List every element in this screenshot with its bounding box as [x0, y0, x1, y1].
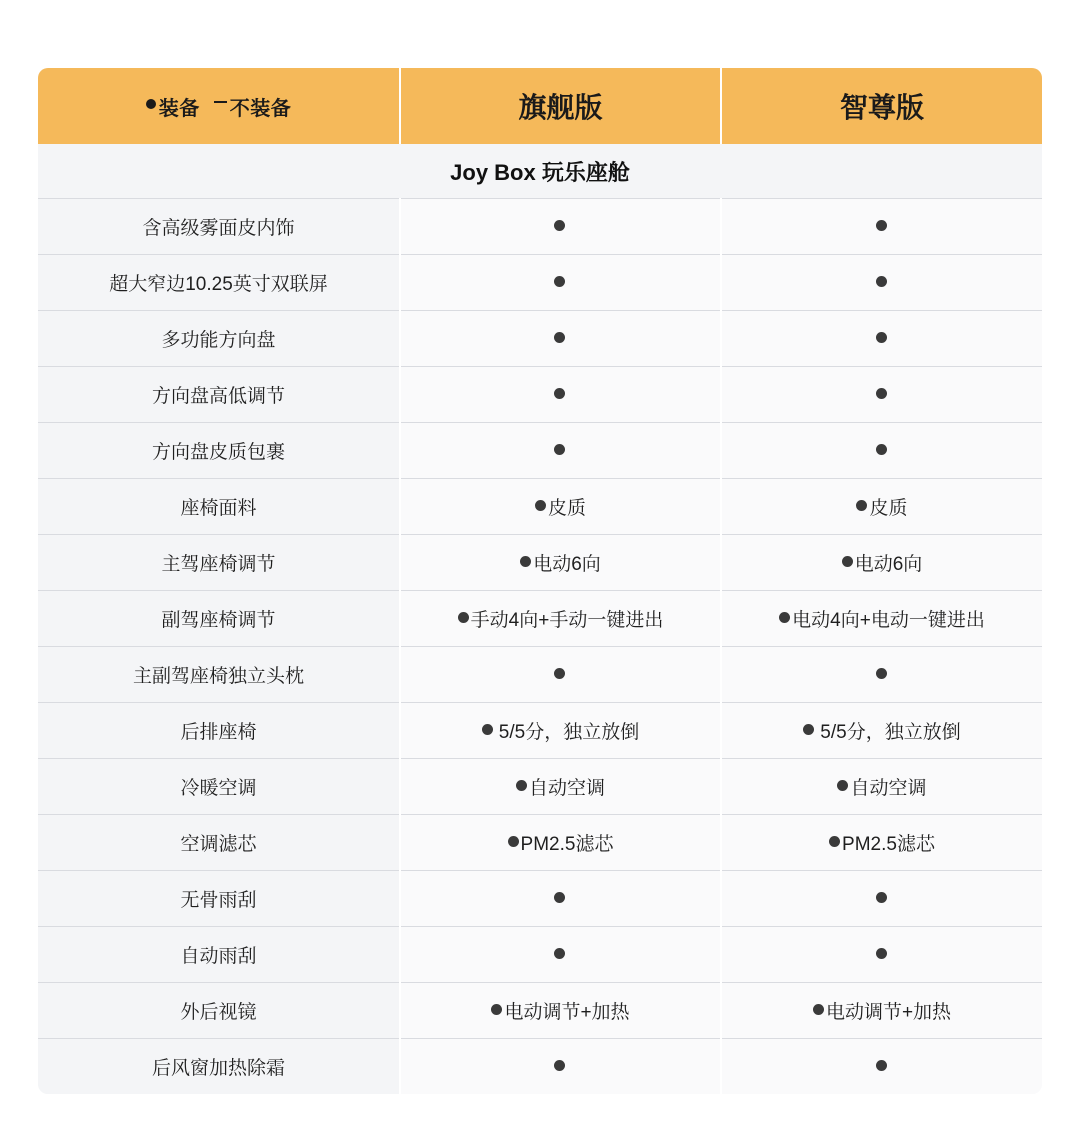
table-header-row: [38, 68, 1042, 144]
legend-equipped-label: 装备: [158, 97, 200, 120]
value-premium: [721, 535, 1042, 591]
equipped-dot-icon: [554, 892, 565, 903]
feature-label: 空调滤芯: [38, 815, 400, 871]
feature-label: 多功能方向盘: [38, 311, 400, 367]
value-premium: [721, 759, 1042, 815]
legend-cell: [38, 68, 400, 144]
equipped-dot-icon: [535, 500, 546, 511]
legend-not-equipped-label: 不装备: [229, 97, 292, 120]
value-flagship: [400, 479, 721, 535]
equipped-dot-icon: [876, 892, 887, 903]
value-text: 皮质: [869, 498, 908, 519]
equipped-dot-icon: [491, 1004, 502, 1015]
feature-label: 无骨雨刮: [38, 871, 400, 927]
value-text: 自动空调: [850, 778, 927, 799]
table-row: [38, 423, 1042, 479]
equipped-dot-icon: [813, 1004, 824, 1015]
table-row: [38, 479, 1042, 535]
table-row: [38, 1039, 1042, 1095]
value-premium: [721, 591, 1042, 647]
equipped-dot-icon: [554, 1060, 565, 1071]
spec-table: [38, 68, 1042, 1094]
equipped-dot-icon: [876, 668, 887, 679]
feature-label: 冷暖空调: [38, 759, 400, 815]
value-premium: [721, 367, 1042, 423]
value-text: 电动调节+加热: [504, 1002, 630, 1023]
value-text: 电动调节+加热: [825, 1002, 952, 1023]
table-row: [38, 591, 1042, 647]
value-premium: [721, 703, 1042, 759]
value-flagship: [400, 311, 721, 367]
value-flagship: [400, 703, 721, 759]
value-flagship: [400, 927, 721, 983]
equipped-dot-icon: [837, 780, 848, 791]
table-row: [38, 703, 1042, 759]
table-row: [38, 535, 1042, 591]
table-row: [38, 871, 1042, 927]
feature-label: 方向盘高低调节: [38, 367, 400, 423]
value-text: PM2.5滤芯: [520, 834, 614, 855]
value-flagship: [400, 535, 721, 591]
value-premium: [721, 647, 1042, 703]
value-text: 皮质: [547, 498, 586, 519]
value-premium: [721, 1039, 1042, 1095]
section-title: Joy Box 玩乐座舱: [38, 144, 1042, 199]
value-flagship: [400, 983, 721, 1039]
value-flagship: [400, 367, 721, 423]
value-flagship: [400, 199, 721, 255]
equipped-dot-icon: [508, 836, 519, 847]
value-text: 手动4向+手动一键进出: [470, 610, 664, 631]
equipped-dot-icon: [554, 948, 565, 959]
value-premium: [721, 815, 1042, 871]
feature-label: 自动雨刮: [38, 927, 400, 983]
value-text: 自动空调: [528, 778, 605, 799]
feature-label: 主副驾座椅独立头枕: [38, 647, 400, 703]
table-row: [38, 983, 1042, 1039]
table-row: [38, 927, 1042, 983]
value-text: 5/5分，独立放倒: [820, 722, 961, 743]
equipped-dot-icon: [554, 220, 565, 231]
spec-table-body: [38, 68, 1042, 1094]
table-row: [38, 255, 1042, 311]
value-text: 电动6向: [533, 554, 601, 575]
value-text: 电动6向: [854, 554, 923, 575]
value-premium: [721, 479, 1042, 535]
feature-label: 主驾座椅调节: [38, 535, 400, 591]
equipped-dot-icon: [876, 220, 887, 231]
value-flagship: [400, 647, 721, 703]
column-header-flagship: 旗舰版: [400, 68, 721, 144]
equipped-dot-icon: [876, 444, 887, 455]
equipped-dot-icon: [516, 780, 527, 791]
value-text: PM2.5滤芯: [842, 834, 935, 855]
value-premium: [721, 423, 1042, 479]
feature-label: 后排座椅: [38, 703, 400, 759]
feature-label: 副驾座椅调节: [38, 591, 400, 647]
value-premium: [721, 199, 1042, 255]
equipped-dot-icon: [856, 500, 867, 511]
value-premium: [721, 311, 1042, 367]
value-premium: [721, 983, 1042, 1039]
value-flagship: [400, 591, 721, 647]
value-text: 电动4向+电动一键进出: [792, 610, 985, 631]
feature-label: 后风窗加热除霜: [38, 1039, 400, 1095]
feature-label: 超大窄边10.25英寸双联屏: [38, 255, 400, 311]
equipped-dot-icon: [520, 556, 531, 567]
equipped-dot-icon: [876, 388, 887, 399]
value-premium: [721, 871, 1042, 927]
feature-label: 含高级雾面皮内饰: [38, 199, 400, 255]
equipped-dot-icon: [554, 388, 565, 399]
column-header-premium: 智尊版: [721, 68, 1042, 144]
equipped-dot-icon: [482, 724, 493, 735]
table-row: [38, 759, 1042, 815]
equipped-dot-icon: [554, 276, 565, 287]
value-premium: [721, 255, 1042, 311]
value-flagship: [400, 423, 721, 479]
equipped-dot-icon: [842, 556, 853, 567]
equipped-dot-icon: [829, 836, 840, 847]
value-flagship: [400, 759, 721, 815]
feature-label: 外后视镜: [38, 983, 400, 1039]
equipped-dot-icon: [779, 612, 790, 623]
equipped-dot-icon: [876, 276, 887, 287]
value-flagship: [400, 871, 721, 927]
value-flagship: [400, 815, 721, 871]
value-flagship: [400, 1039, 721, 1095]
value-text: 5/5分，独立放倒: [498, 722, 640, 743]
table-row: [38, 311, 1042, 367]
not-equipped-dash-icon: [214, 101, 227, 103]
table-row: [38, 199, 1042, 255]
equipped-dot-icon: [876, 948, 887, 959]
section-title-row: [38, 144, 1042, 199]
value-flagship: [400, 255, 721, 311]
equipped-dot-icon: [146, 99, 156, 109]
table-row: [38, 367, 1042, 423]
feature-label: 方向盘皮质包裹: [38, 423, 400, 479]
table-row: [38, 815, 1042, 871]
spec-table-container: [38, 68, 1042, 1094]
equipped-dot-icon: [554, 332, 565, 343]
table-row: [38, 647, 1042, 703]
equipped-dot-icon: [876, 1060, 887, 1071]
value-premium: [721, 927, 1042, 983]
feature-label: 座椅面料: [38, 479, 400, 535]
equipped-dot-icon: [876, 332, 887, 343]
equipped-dot-icon: [554, 444, 565, 455]
equipped-dot-icon: [554, 668, 565, 679]
equipped-dot-icon: [458, 612, 469, 623]
equipped-dot-icon: [803, 724, 814, 735]
